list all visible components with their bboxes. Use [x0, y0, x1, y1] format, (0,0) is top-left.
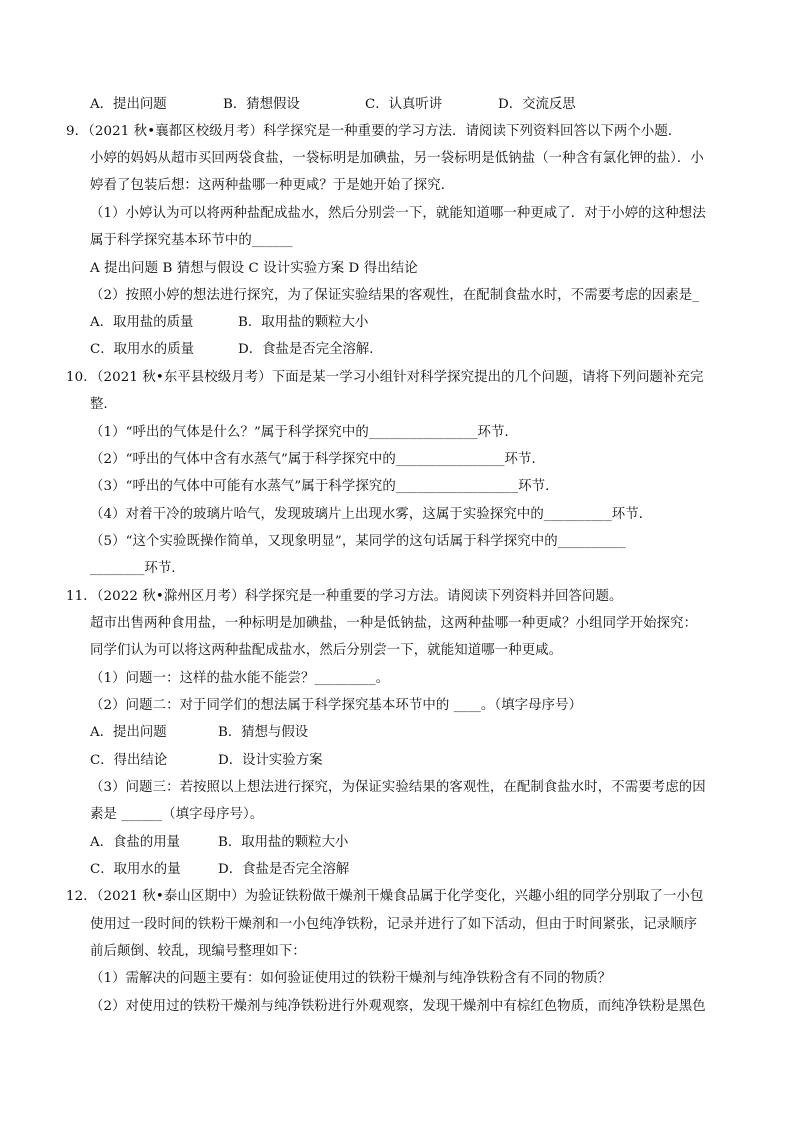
q11-s3-option-a: A．食盐的用量: [90, 835, 181, 850]
q12-subquestion-1: （1）需解决的问题主要有：如何验证使用过的铁粉干燥剂与纯净铁粉含有不同的物质？: [90, 971, 612, 986]
q11-s3-option-b: B．取用盐的颗粒大小: [218, 835, 349, 850]
q11-s2-option-d: D．设计实验方案: [218, 753, 323, 768]
q9-subquestion-1-line-1: （1）小婷认为可以将两种盐配成盐水，然后分别尝一下，就能知道哪一种更咸了．对于小婷的这种想法: [90, 206, 706, 221]
q9-option-d: D．食盐是否完全溶解．: [238, 342, 383, 357]
q11-subquestion-3-line-1: （3）问题三：若按照以上想法进行探究，为保证实验结果的客观性，在配制食盐水时，不需要考虑的因: [90, 780, 706, 795]
q9-option-c: C．取用水的质量: [90, 342, 194, 357]
q11-header: 11．（2022 秋•滁州区月考）科学探究是一种重要的学习方法。请阅读下列资料并回答问题。: [66, 589, 623, 604]
q9-option-b: B．取用盐的颗粒大小: [238, 315, 369, 330]
q10-subquestion-2: （2）“呼出的气体中含有水蒸气”属于科学探究中的________________环节．: [90, 452, 546, 467]
q10-header-line-1: 10．（2021 秋•东平县校级月考）下面是某一学习小组针对科学探究提出的几个问题，请将下列问题补充完: [66, 370, 704, 385]
q12-paragraph-line-2: 前后颠倒、较乱，现编号整理如下：: [90, 944, 306, 959]
q12-subquestion-2: （2）对使用过的铁粉干燥剂与纯净铁粉进行外观观察，发现干燥剂中有棕红色物质，而纯净铁粉是黑色: [90, 999, 706, 1014]
q9-paragraph-line-1: 小婷的妈妈从超市买回两袋食盐，一袋标明是加碘盐，另一袋标明是低钠盐（一种含有氯化钾的盐）．小: [90, 151, 704, 166]
q9-header: 9．（2021 秋•襄都区校级月考）科学探究是一种重要的学习方法．请阅读下列资料回答以下两个小题．: [66, 124, 682, 139]
q10-subquestion-5-line-2: ________环节．: [90, 561, 185, 576]
q11-s2-option-c: C．得出结论: [90, 753, 168, 768]
q9-subquestion-2: （2）按照小婷的想法进行探究，为了保证实验结果的客观性，在配制食盐水时，不需要考虑的因素是_: [90, 288, 699, 303]
q8-option-a: A．提出问题: [90, 97, 167, 112]
q10-subquestion-1: （1）“呼出的气体是什么？”属于科学探究中的________________环节．: [90, 425, 519, 440]
q11-subquestion-3-line-2: 素是 ______（填字母序号）。: [90, 807, 264, 822]
q8-option-b: B．猜想假设: [223, 97, 300, 112]
q11-paragraph-line-2: 同学们认为可以将这两种盐配成盐水，然后分别尝一下，就能知道哪一种更咸。: [90, 643, 563, 658]
q11-subquestion-2: （2）问题二：对于同学们的想法属于科学探究基本环节中的 ____。（填字母序号）: [90, 698, 583, 713]
q9-subquestion-1-line-2: 属于科学探究基本环节中的______: [90, 233, 293, 248]
q10-subquestion-3: （3）“呼出的气体中可能有水蒸气”属于科学探究的__________________环节．: [90, 479, 559, 494]
q11-subquestion-1: （1）问题一：这样的盐水能不能尝？_________。: [90, 671, 390, 686]
q11-s2-option-b: B．猜想与假设: [218, 725, 309, 740]
q8-option-c: C．认真听讲: [365, 97, 443, 112]
q10-subquestion-5-line-1: （5）“这个实验既操作简单，又现象明显”，某同学的这句话属于科学探究中的__________: [90, 534, 626, 549]
q11-s3-option-c: C．取用水的量: [90, 862, 181, 877]
q12-paragraph-line-1: 使用过一段时间的铁粉干燥剂和一小包纯净铁粉，记录并进行了如下活动，但由于时间紧张，记录顺序: [90, 917, 698, 932]
q10-subquestion-4: （4）对着干冷的玻璃片哈气，发现玻璃片上出现水雾，这属于实验探究中的__________环节．: [90, 507, 653, 522]
q11-s3-option-d: D．食盐是否完全溶解: [218, 862, 350, 877]
q8-option-d: D．交流反思: [498, 97, 576, 112]
q9-option-a: A．取用盐的质量: [90, 315, 194, 330]
q10-header-line-2: 整．: [90, 397, 117, 412]
q11-s2-option-a: A．提出问题: [90, 725, 167, 740]
q9-subquestion-1-options: A 提出问题 B 猜想与假设 C 设计实验方案 D 得出结论: [90, 261, 418, 276]
q9-paragraph-line-2: 婷看了包装后想：这两种盐哪一种更咸？于是她开始了探究．: [90, 178, 455, 193]
q12-header: 12．（2021 秋•泰山区期中）为验证铁粉做干燥剂干燥食品属于化学变化，兴趣小组的同学分别取了一小包: [66, 889, 704, 904]
q11-paragraph-line-1: 超市出售两种食用盐，一种标明是加碘盐，一种是低钠盐，这两种盐哪一种更咸？小组同学开始探究：: [90, 616, 698, 631]
